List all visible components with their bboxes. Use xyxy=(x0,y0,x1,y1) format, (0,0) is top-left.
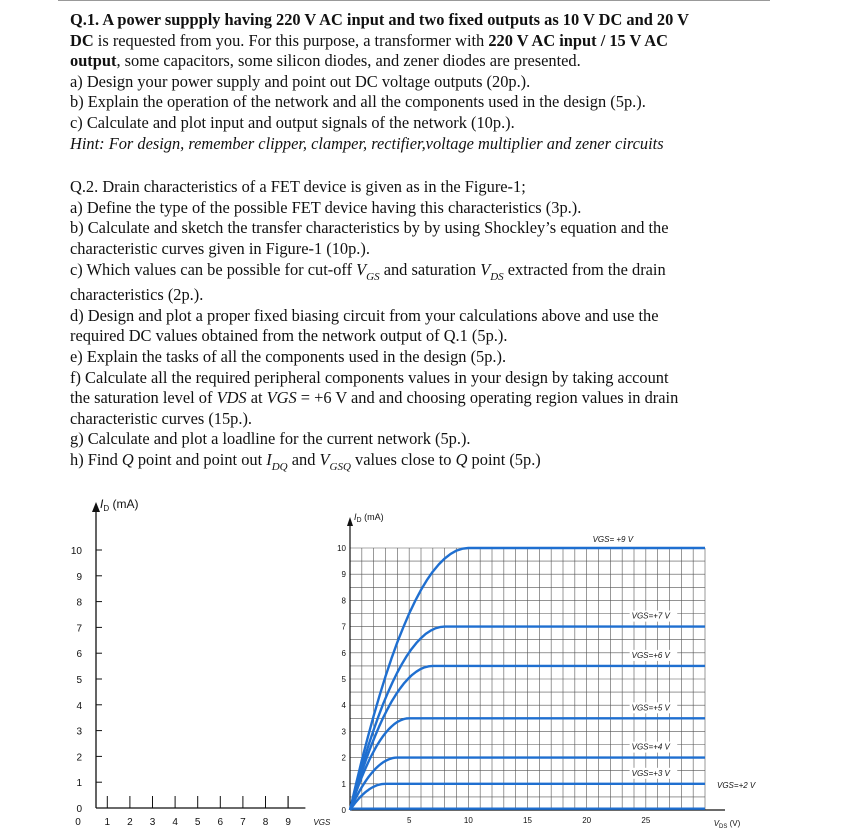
q2-h-text-4: values close to xyxy=(350,449,456,469)
curve-label: VGS=+7 V xyxy=(631,611,670,621)
q1-item-a: a) Design your power supply and point out DC voltage outputs (20p.). xyxy=(70,71,531,91)
left-y-tick-label: 10 xyxy=(70,546,82,557)
q2-heading-text: Q.2. Drain characteristics of a FET device is given as in the Figure-1; xyxy=(70,177,526,197)
left-x-tick-label: 5 xyxy=(194,817,201,828)
q2-item-e: e) Explain the tasks of all the components used in the design (5p.). xyxy=(70,346,507,366)
q1-transformer: 220 V AC input / 15 V AC xyxy=(488,30,668,50)
left-y-tick-label: 8 xyxy=(76,597,82,609)
top-rule xyxy=(58,0,770,1)
curve-label: VGS=+5 V xyxy=(631,703,670,713)
q1-heading: Q.1. A power suppply having xyxy=(70,10,277,29)
left-x-tick-label: 3 xyxy=(149,817,156,828)
left-x-axis-label: VGS xyxy=(313,818,331,827)
left-x-tick-label: 4 xyxy=(172,817,178,828)
q2-item-b-1: b) Calculate and sketch the transfer characteristics by by using Shockley’s equation and the xyxy=(70,218,669,238)
q1-spec: 220 V AC input and two fixed outputs as 10 V DC and 20 V xyxy=(276,10,689,29)
q2-item-c-2: characteristics (2p.). xyxy=(70,285,204,305)
left-x-tick-label: 7 xyxy=(240,817,246,828)
left-x-tick-label: 2 xyxy=(127,817,133,828)
q2-f-text-3: = +6 V and and choosing operating region values in drain xyxy=(296,388,679,408)
q2-item-g: g) Calculate and plot a loadline for the current network (5p.). xyxy=(70,429,471,449)
left-y-tick-label: 5 xyxy=(76,675,82,686)
q2-item-c-1 xyxy=(70,260,770,283)
q1-line-3 xyxy=(70,51,770,72)
q2-h-text-2: point and point out xyxy=(133,449,267,469)
q1-spec-cont: DC xyxy=(70,30,94,50)
figure-1 xyxy=(0,492,853,834)
right-x-tick-label: 10 xyxy=(463,816,473,825)
curve-label: VGS= +9 V xyxy=(592,535,634,544)
left-y-axis-label: $I_D$ (mA) xyxy=(100,497,139,513)
q2-c-vgs-sub: GS xyxy=(366,270,380,283)
right-x-tick-label: 20 xyxy=(582,816,592,825)
q1-line-1 xyxy=(70,10,770,31)
q2-item-f-2 xyxy=(70,388,770,409)
document-body xyxy=(70,10,770,472)
right-x-tick-label: 25 xyxy=(641,816,651,825)
q2-h-q: Q xyxy=(121,449,134,469)
left-y-tick-label: 4 xyxy=(76,700,82,712)
left-x-tick-label: 9 xyxy=(285,817,291,828)
q2-heading xyxy=(70,177,770,198)
q2-c-vds-sub: DS xyxy=(490,270,504,283)
q2-f-text-2: at xyxy=(246,388,267,408)
q2-h-text-3: and xyxy=(287,449,320,469)
left-y-tick-label: 1 xyxy=(76,778,82,790)
q2-item-d-2: required DC values obtained from the network output of Q.1 (5p.). xyxy=(70,326,508,346)
figure-svg xyxy=(0,492,853,834)
right-y-tick-label: 5 xyxy=(341,675,346,684)
right-y-tick-label: 10 xyxy=(337,544,346,553)
left-y-tick-label: 2 xyxy=(76,752,82,764)
right-y-tick-label: 3 xyxy=(341,727,346,737)
q2-h-text: h) Find xyxy=(70,449,122,469)
q2-c-text: c) Which values can be possible for cut-off xyxy=(70,259,357,279)
right-y-tick-label: 1 xyxy=(341,779,346,789)
left-y-axis-arrow xyxy=(92,502,100,512)
q2-h-id: I xyxy=(266,449,272,469)
q2-h-vgs-sub: GSQ xyxy=(329,460,351,473)
q2-c-text-3: extracted from the drain xyxy=(503,259,666,279)
curve-label: VGS=+2 V xyxy=(717,781,756,790)
q2-item-b-2: characteristic curves given in Figure-1 (10p.). xyxy=(70,238,370,258)
q2-item-f-1: f) Calculate all the required peripheral components values in your design by taking account xyxy=(70,367,669,387)
q2-c-vds: V xyxy=(480,259,491,279)
q2-h-text-5: point (5p.) xyxy=(467,449,541,469)
right-y-tick-label: 6 xyxy=(341,648,346,658)
q1-text-2: , some capacitors, some silicon diodes, and zener diodes are presented. xyxy=(116,51,581,71)
right-y-tick-label: 2 xyxy=(341,753,346,763)
q2-item-h xyxy=(70,450,770,473)
q2-h-vgs: V xyxy=(319,449,330,469)
left-y-tick-label: 7 xyxy=(76,623,82,635)
q1-item-b: b) Explain the operation of the network and all the components used in the design (5p.). xyxy=(70,92,646,112)
q2-item-f-3: characteristic curves (15p.). xyxy=(70,408,253,428)
right-y-axis-arrow xyxy=(347,517,353,526)
q2-item-a: a) Define the type of the possible FET device having this characteristics (3p.). xyxy=(70,197,582,217)
q2-f-vds: VDS xyxy=(216,388,247,408)
left-x-tick-label: 1 xyxy=(104,817,111,828)
left-x-tick-label: 6 xyxy=(217,817,224,828)
right-y-tick-label: 7 xyxy=(341,622,346,632)
right-y-tick-label: 8 xyxy=(341,596,346,606)
left-y-tick-label: 0 xyxy=(76,804,82,815)
left-x-tick-label: 0 xyxy=(75,817,81,828)
right-y-axis-label: $I_D$ (mA) xyxy=(354,512,384,524)
curve-label: VGS=+6 V xyxy=(631,650,670,660)
right-x-axis-label: $V_{DS}$ (V) xyxy=(713,819,741,830)
left-x-tick-label: 8 xyxy=(262,817,269,828)
left-y-tick-label: 6 xyxy=(76,649,82,661)
curve-label: VGS=+3 V xyxy=(631,768,670,778)
q2-c-text-2: and saturation xyxy=(379,259,481,279)
q1-hint: Hint: For design, remember clipper, clamper, rectifier,voltage multiplier and zener circuits xyxy=(70,133,664,153)
right-x-tick-label: 15 xyxy=(523,816,532,825)
q2-item-d-1: d) Design and plot a proper fixed biasing circuit from your calculations above and use the xyxy=(70,305,659,325)
right-y-tick-label: 9 xyxy=(341,570,346,580)
right-x-tick-label: 5 xyxy=(406,816,412,825)
left-y-tick-label: 9 xyxy=(76,571,82,583)
q1-line-2 xyxy=(70,31,770,52)
q2-f-vgs: VGS xyxy=(266,388,297,408)
q2-c-vgs: V xyxy=(356,259,367,279)
q2-f-text: the saturation level of xyxy=(70,388,217,408)
left-y-tick-label: 3 xyxy=(76,726,82,738)
q2-h-id-sub: DQ xyxy=(271,460,288,473)
q1-item-c: c) Calculate and plot input and output signals of the network (10p.). xyxy=(70,112,515,132)
q1-text: is requested from you. For this purpose, a transformer with xyxy=(93,30,489,50)
q1-transformer-cont: output xyxy=(70,51,117,71)
right-y-tick-label: 0 xyxy=(341,806,346,815)
right-y-tick-label: 4 xyxy=(341,701,346,711)
curve-label: VGS=+4 V xyxy=(631,742,670,752)
q2-h-q-2: Q xyxy=(455,449,468,469)
